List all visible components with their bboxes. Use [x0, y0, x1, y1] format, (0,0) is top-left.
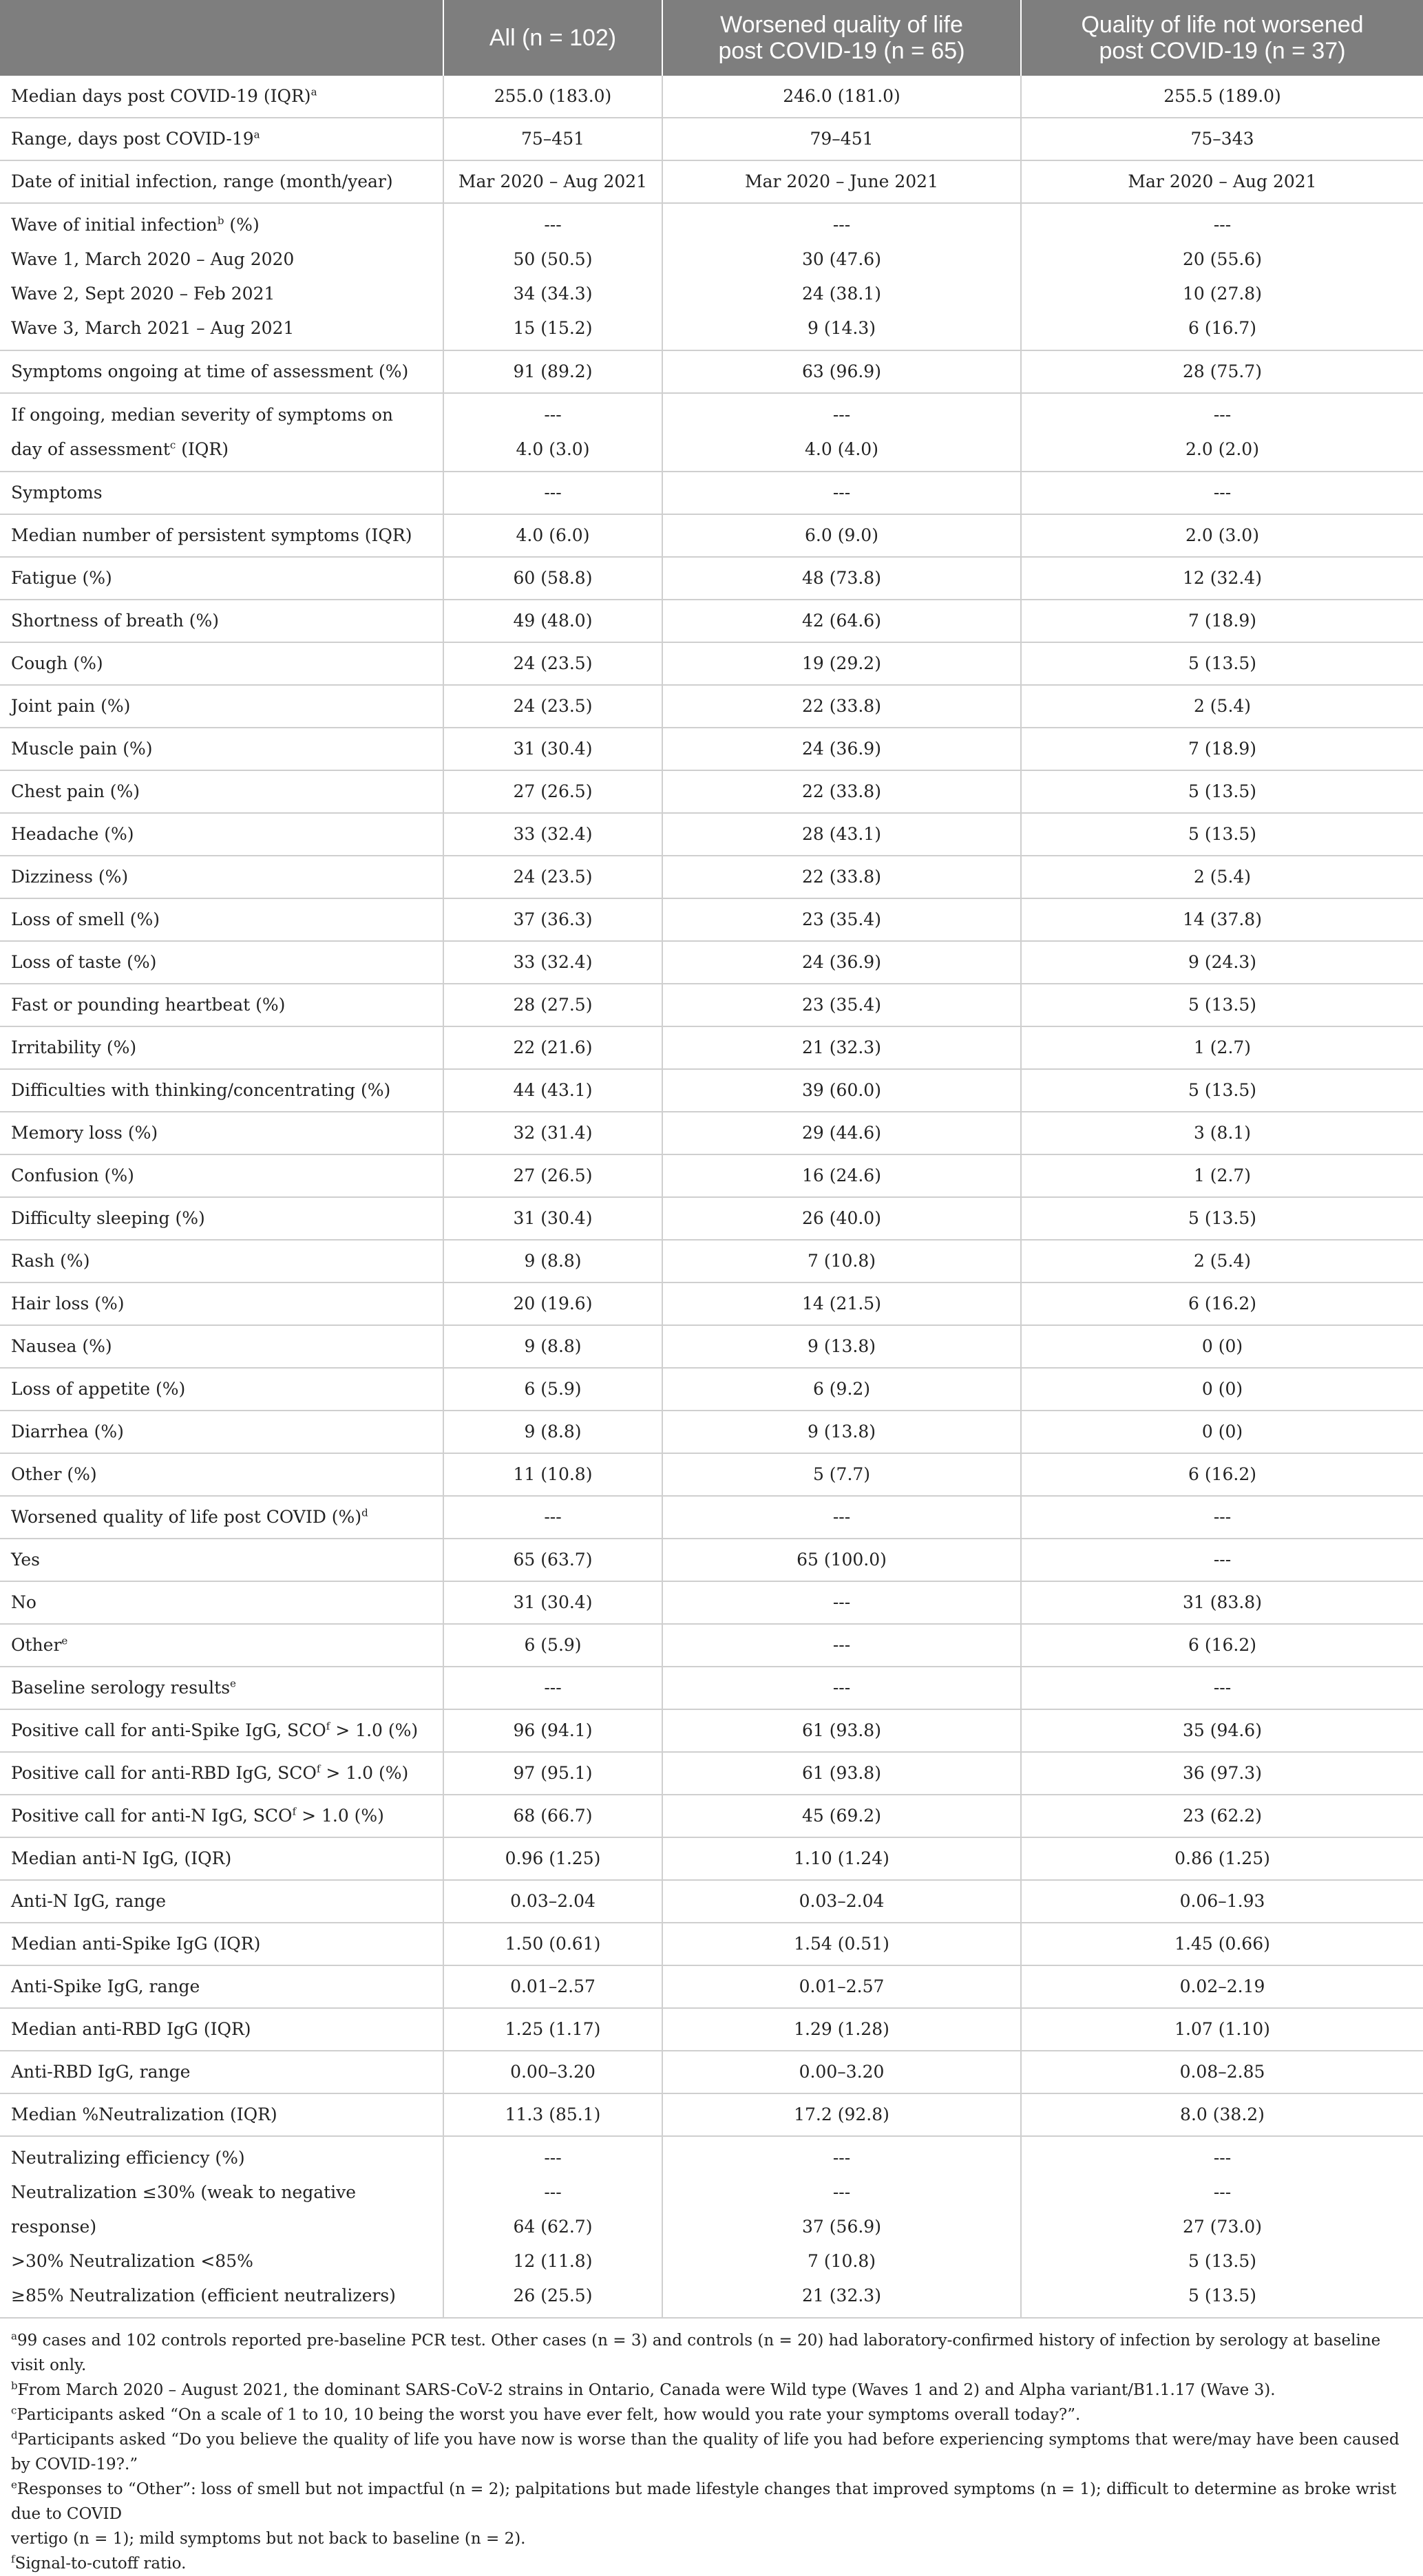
footnotes	[0, 2319, 1423, 2576]
header-all: All (n = 102)	[443, 0, 662, 76]
table-row-wave-group: Wave of initial infection$^b$ (%) Wave 1, March 2020 – Aug 2020 Wave 2, Sept 2020 – Feb 2021 Wave 3, March 2021 – Aug 2021 --- 50 (50.5) 34 (34.3) 15 (15.2) --- 30 (47.6) 24 (38.1) 9 (14.3) --- 20 (55.6) 10 (27.8) 6 (16.7)	[0, 203, 1423, 350]
table-row: Fast or pounding heartbeat (%) 28 (27.5) 23 (35.4) 5 (13.5)	[0, 984, 1423, 1026]
table-row: Muscle pain (%) 31 (30.4) 24 (36.9) 7 (18.9)	[0, 728, 1423, 770]
footnote-b: $^b$From March 2020 – August 2021, the dominant SARS-CoV-2 strains in Ontario, Canada were Wild type (Waves 1 and 2) and Alpha variant/B1.1.17 (Wave 3).	[11, 2379, 1276, 2399]
table-row: Dizziness (%) 24 (23.5) 22 (33.8) 2 (5.4)	[0, 856, 1423, 898]
table-row: Anti-N IgG, range 0.03–2.04 0.03–2.04 0.06–1.93	[0, 1880, 1423, 1923]
footnote-f: $^f$Signal-to-cutoff ratio.	[11, 2553, 187, 2573]
table-row: Headache (%) 33 (32.4) 28 (43.1) 5 (13.5)	[0, 813, 1423, 856]
table-row: Date of initial infection, range (month/year) Mar 2020 – Aug 2021 Mar 2020 – June 2021 Mar 2020 – Aug 2021	[0, 160, 1423, 203]
footnote-a: $^a$99 cases and 102 controls reported pre-baseline PCR test. Other cases (n = 3) and controls (n = 20) had laboratory-confirmed history of infection by serology at baseline visit only.	[11, 2330, 1381, 2374]
table-row: Baseline serology results$^e$ --- --- ---	[0, 1667, 1423, 1709]
table-row: Positive call for anti-Spike IgG, $SCO^f > 1.0$ (%) 96 (94.1) 61 (93.8) 35 (94.6)	[0, 1709, 1423, 1752]
table-row: Irritability (%) 22 (21.6) 21 (32.3) 1 (2.7)	[0, 1026, 1423, 1069]
table-row: Median anti-N IgG, (IQR) 0.96 (1.25) 1.10 (1.24) 0.86 (1.25)	[0, 1837, 1423, 1880]
table-row: Symptoms ongoing at time of assessment (%) 91 (89.2) 63 (96.9) 28 (75.7)	[0, 350, 1423, 393]
table-row: Chest pain (%) 27 (26.5) 22 (33.8) 5 (13.5)	[0, 770, 1423, 813]
table-row: Symptoms --- --- ---	[0, 472, 1423, 514]
table-row: Rash (%) 9 (8.8) 7 (10.8) 2 (5.4)	[0, 1240, 1423, 1282]
table-row: Anti-Spike IgG, range 0.01–2.57 0.01–2.57 0.02–2.19	[0, 1965, 1423, 2008]
table-row-neutralization-group: Neutralizing efficiency (%) Neutralization ≤30% (weak to negative response) >30% Neutralization <85% ≥85% Neutralization (efficient neutralizers) --- --- 64 (62.7) 12 (11.8) 26 (25.5) --- --- 37 (56.9) 7 (10.8) 21 (32.3) --- --- 27 (73.0) 5 (13.5) 5 (13.5)	[0, 2136, 1423, 2318]
table-row: No 31 (30.4) --- 31 (83.8)	[0, 1581, 1423, 1624]
table-row: Shortness of breath (%) 49 (48.0) 42 (64.6) 7 (18.9)	[0, 600, 1423, 642]
table-row: Loss of taste (%) 33 (32.4) 24 (36.9) 9 (24.3)	[0, 941, 1423, 984]
table-row: Memory loss (%) 32 (31.4) 29 (44.6) 3 (8.1)	[0, 1112, 1423, 1154]
table-row: Range, days post COVID-19$^a$ 75–451 79–451 75–343	[0, 118, 1423, 160]
table-header-row	[0, 0, 1423, 76]
table-row: Median anti-Spike IgG (IQR) 1.50 (0.61) 1.54 (0.51) 1.45 (0.66)	[0, 1923, 1423, 1965]
table-row: Median anti-RBD IgG (IQR) 1.25 (1.17) 1.29 (1.28) 1.07 (1.10)	[0, 2008, 1423, 2051]
table-row: Loss of appetite (%) 6 (5.9) 6 (9.2) 0 (0)	[0, 1368, 1423, 1411]
table-row: Positive call for anti-RBD IgG, $SCO^f > 1.0$ (%) 97 (95.1) 61 (93.8) 36 (97.3)	[0, 1752, 1423, 1795]
footnote-d: $^d$Participants asked “Do you believe the quality of life you have now is worse than the quality of life you had before experiencing symptoms that were/may have been caused by COVID-19?.”	[11, 2429, 1400, 2473]
table-row: Positive call for anti-N IgG, $SCO^f > 1.0$ (%) 68 (66.7) 45 (69.2) 23 (62.2)	[0, 1795, 1423, 1837]
table-row: Joint pain (%) 24 (23.5) 22 (33.8) 2 (5.4)	[0, 685, 1423, 728]
table-row: Nausea (%) 9 (8.8) 9 (13.8) 0 (0)	[0, 1325, 1423, 1368]
table-row: Confusion (%) 27 (26.5) 16 (24.6) 1 (2.7)	[0, 1154, 1423, 1197]
table-row: Worsened quality of life post COVID (%)$^d$ --- --- ---	[0, 1496, 1423, 1539]
table-row: Cough (%) 24 (23.5) 19 (29.2) 5 (13.5)	[0, 642, 1423, 685]
footnote-e: $^e$Responses to “Other”: loss of smell but not impactful (n = 2); palpitations but made lifestyle changes that improved symptoms (n = 1); difficult to determine as broke wrist due to COVID vertigo (n = 1); mild symptoms but not back to baseline (n = 2).	[11, 2478, 1397, 2548]
symptom-rows	[0, 514, 1423, 1496]
table-row: Loss of smell (%) 37 (36.3) 23 (35.4) 14 (37.8)	[0, 898, 1423, 941]
table-row: Fatigue (%) 60 (58.8) 48 (73.8) 12 (32.4)	[0, 557, 1423, 600]
table-row: Diarrhea (%) 9 (8.8) 9 (13.8) 0 (0)	[0, 1411, 1423, 1453]
header-worsened: Worsened quality of life post COVID-19 (n = 65)	[662, 0, 1021, 76]
table-row: Hair loss (%) 20 (19.6) 14 (21.5) 6 (16.2)	[0, 1282, 1423, 1325]
table-row-severity: If ongoing, median severity of symptoms on day of assessment$^c$ (IQR) --- 4.0 (3.0) --- 4.0 (4.0) --- 2.0 (2.0)	[0, 393, 1423, 472]
table-row: Other$^e$ 6 (5.9) --- 6 (16.2)	[0, 1624, 1423, 1667]
table-row: Difficulties with thinking/concentrating (%) 44 (43.1) 39 (60.0) 5 (13.5)	[0, 1069, 1423, 1112]
table-row: Other (%) 11 (10.8) 5 (7.7) 6 (16.2)	[0, 1453, 1423, 1496]
header-not-worsened: Quality of life not worsened post COVID-19 (n = 37)	[1021, 0, 1423, 76]
table-row: Yes 65 (63.7) 65 (100.0) ---	[0, 1539, 1423, 1581]
table-row: Median number of persistent symptoms (IQR) 4.0 (6.0) 6.0 (9.0) 2.0 (3.0)	[0, 514, 1423, 557]
footnote-c: $^c$Participants asked “On a scale of 1 to 10, 10 being the worst you have ever felt, how would you rate your symptoms overall today?”.	[11, 2404, 1081, 2424]
table-row: Median days post COVID-19 (IQR)$^a$ 255.0 (183.0) 246.0 (181.0) 255.5 (189.0)	[0, 76, 1423, 118]
serology-rows	[0, 1837, 1423, 2136]
table-row: Median %Neutralization (IQR) 11.3 (85.1) 17.2 (92.8) 8.0 (38.2)	[0, 2093, 1423, 2136]
header-blank	[0, 0, 443, 76]
table-row: Anti-RBD IgG, range 0.00–3.20 0.00–3.20 0.08–2.85	[0, 2051, 1423, 2093]
table-row: Difficulty sleeping (%) 31 (30.4) 26 (40.0) 5 (13.5)	[0, 1197, 1423, 1240]
